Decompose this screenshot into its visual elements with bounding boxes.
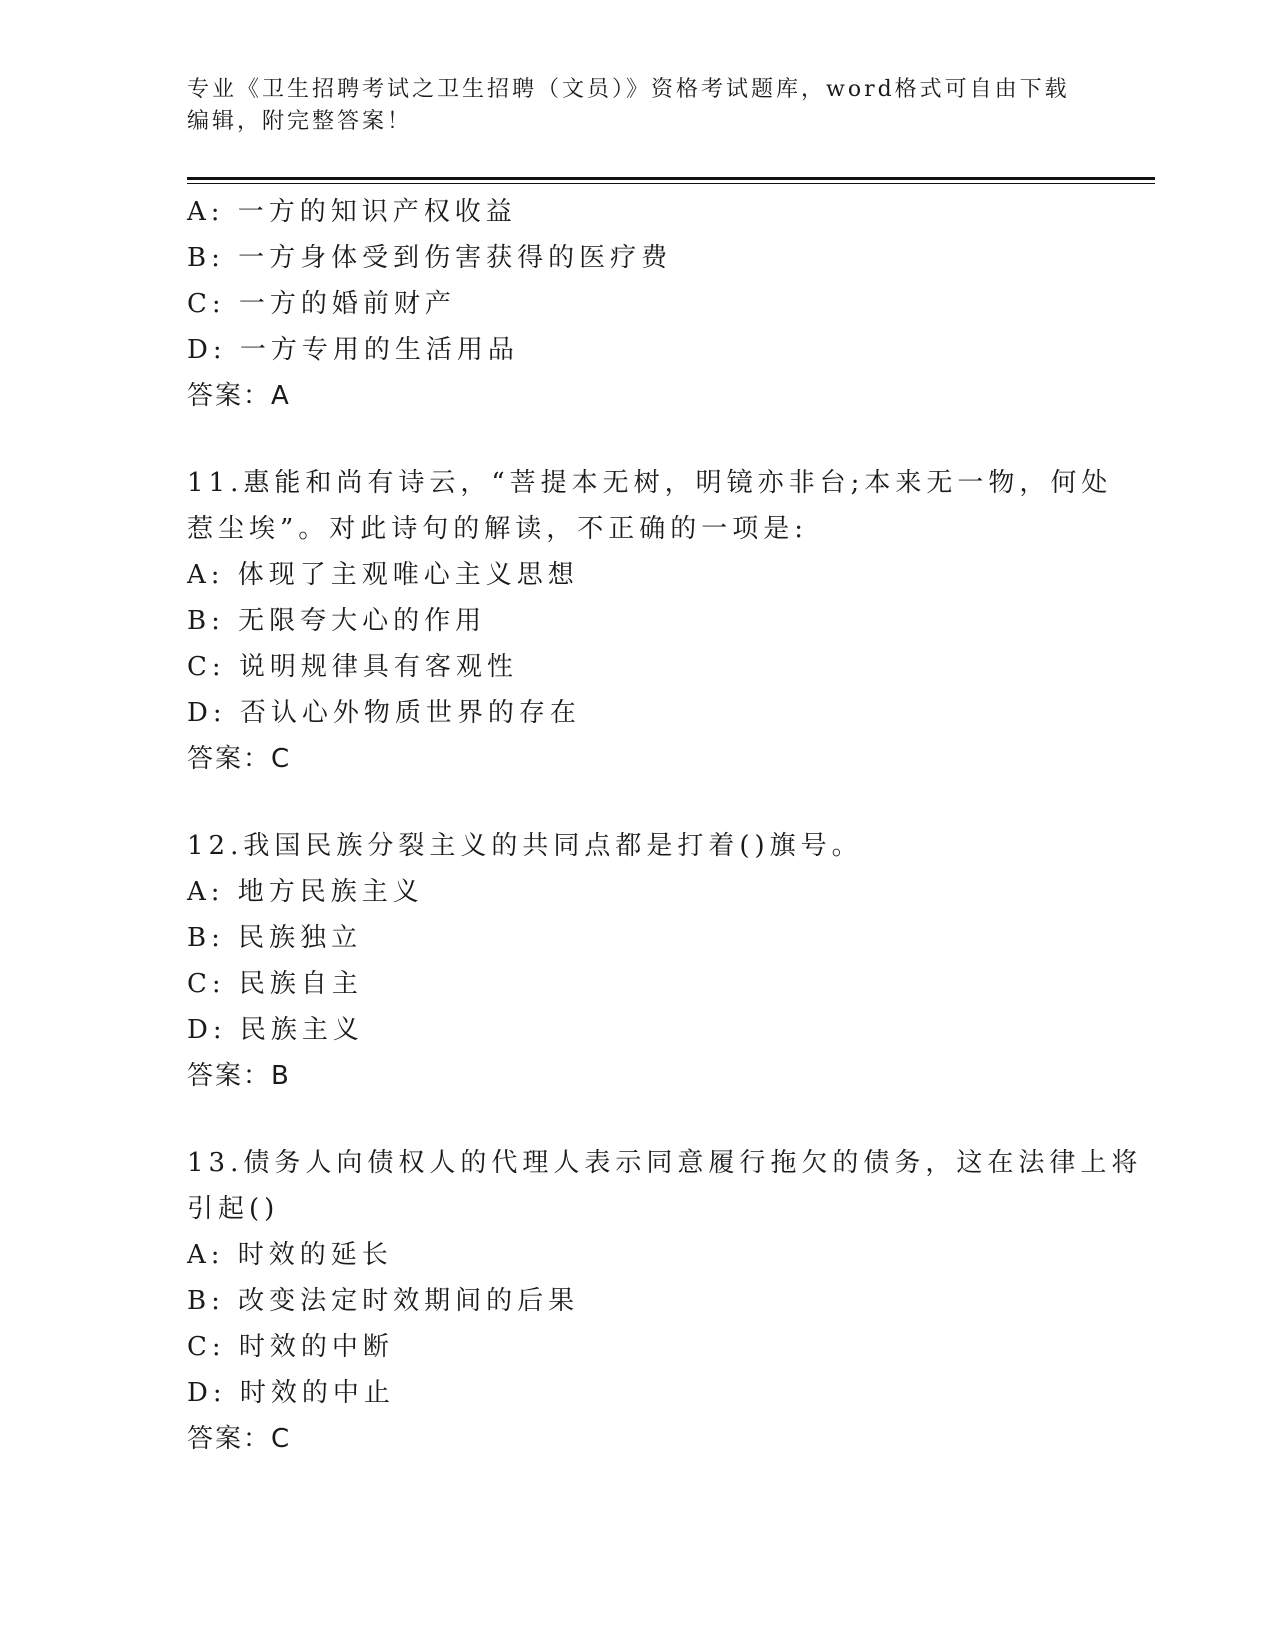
question-10 [187,189,1087,419]
question-13 [187,1140,1143,1462]
option-a: A: 地方民族主义 [187,877,424,907]
question-12 [187,823,1087,1099]
option-b: B: 一方身体受到伤害获得的医疗费 [187,243,673,273]
question-list [187,189,1143,1462]
option-d: D: 一方专用的生活用品 [187,335,519,365]
header-line-2: 编辑，附完整答案！ [187,109,413,134]
option-a: A: 体现了主观唯心主义思想 [187,560,579,590]
option-c: C: 说明规律具有客观性 [187,652,518,682]
header-rule-thin [187,183,1155,184]
question-stem: 11.惠能和尚有诗云，“菩提本无树，明镜亦非台;本来无一物，何处 [187,468,1113,498]
header-rule-thick [187,177,1155,180]
question-stem: 13.债务人向债权人的代理人表示同意履行拖欠的债务，这在法律上将 [187,1148,1143,1178]
option-d: D: 否认心外物质世界的存在 [187,698,581,728]
question-stem-cont: 惹尘埃”。对此诗句的解读，不正确的一项是: [187,514,809,544]
option-a: A: 时效的延长 [187,1240,393,1270]
answer: 答案：A [187,381,291,411]
option-b: B: 无限夸大心的作用 [187,606,487,636]
question-stem-cont: 引起() [187,1194,280,1224]
option-a: A: 一方的知识产权收益 [187,197,517,227]
answer: 答案：C [187,1424,292,1454]
document-header [187,74,1087,138]
option-c: C: 一方的婚前财产 [187,289,456,319]
option-c: C: 民族自主 [187,969,363,999]
question-stem: 12.我国民族分裂主义的共同点都是打着()旗号。 [187,831,863,861]
question-11 [187,460,1113,782]
option-d: D: 时效的中止 [187,1378,395,1408]
option-c: C: 时效的中断 [187,1332,394,1362]
answer: 答案：C [187,744,292,774]
option-d: D: 民族主义 [187,1015,364,1045]
option-b: B: 民族独立 [187,923,363,953]
header-line-1: 专业《卫生招聘考试之卫生招聘（文员）》资格考试题库，word格式可自由下载 [187,77,1070,102]
answer: 答案：B [187,1061,291,1091]
option-b: B: 改变法定时效期间的后果 [187,1286,580,1316]
